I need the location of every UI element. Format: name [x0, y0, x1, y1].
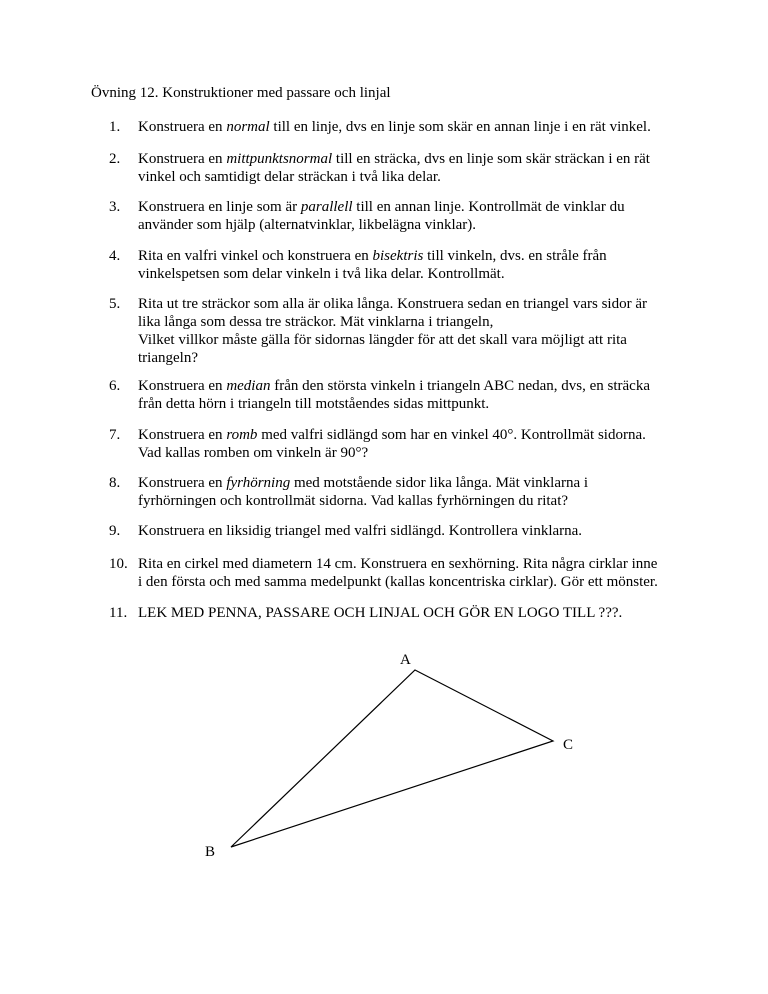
page-title: Övning 12. Konstruktioner med passare och linjal: [91, 85, 391, 101]
exercise-number: 4.: [109, 248, 121, 264]
exercise-text-line: fyrhörningen och kontrollmät sidorna. Vad kallas fyrhörningen du ritat?: [138, 493, 569, 509]
exercise-number: 6.: [109, 378, 121, 394]
exercise-text-end: till vinkeln, dvs. en stråle från: [423, 248, 607, 264]
exercise-number: 7.: [109, 427, 121, 443]
exercise-text-line: i den första och med samma medelpunkt (kallas koncentriska cirklar). Gör ett mönster.: [138, 574, 658, 590]
exercise-text-end: till en linje, dvs en linje som skär en annan linje i en rät vinkel.: [269, 119, 651, 135]
exercise-text-line: Vad kallas romben om vinkeln är 90°?: [138, 445, 369, 461]
exercise-text-end: med valfri sidlängd som har en vinkel 40°. Kontrollmät sidorna.: [257, 427, 646, 443]
exercise-term: romb: [226, 427, 258, 443]
exercise-term: mittpunktsnormal: [226, 151, 333, 167]
exercise-text-start: Konstruera en: [138, 378, 227, 394]
exercise-text-end: till en sträcka, dvs en linje som skär sträckan i en rät: [332, 151, 650, 167]
vertex-label-a: A: [400, 652, 411, 668]
exercise-text-line: lika långa som dessa tre sträckor. Mät vinklarna i triangeln,: [138, 314, 494, 330]
exercise-term: median: [226, 378, 271, 394]
exercise-text-end: med motstående sidor lika långa. Mät vinklarna i: [290, 475, 589, 491]
exercise-text-start: Konstruera en liksidig triangel med valfri sidlängd. Kontrollera vinklarna.: [138, 523, 583, 539]
exercise-text-start: Konstruera en: [138, 475, 227, 491]
exercise-text-start: Konstruera en linje som är: [138, 199, 301, 215]
exercise-text-line: triangeln?: [138, 350, 198, 366]
exercise-text-line: Vilket villkor måste gälla för sidornas längder för att det skall vara möjligt att rita: [138, 332, 627, 348]
exercise-term: normal: [226, 119, 270, 135]
exercise-term: parallell: [300, 199, 353, 215]
exercise-number: 11.: [109, 605, 128, 621]
exercise-text-line: vinkel och samtidigt delar sträckan i två lika delar.: [138, 169, 441, 185]
exercise-number: 5.: [109, 296, 121, 312]
exercise-text-end: till en annan linje. Kontrollmät de vinklar du: [352, 199, 625, 215]
exercise-number: 9.: [109, 523, 121, 539]
exercise-text-start: Rita en cirkel med diametern 14 cm. Konstruera en sexhörning. Rita några cirklar inne: [138, 556, 658, 572]
exercise-text-line: vinkelspetsen som delar vinkeln i två lika delar. Kontrollmät.: [138, 266, 505, 282]
exercise-number: 3.: [109, 199, 121, 215]
exercise-text-start: Konstruera en: [138, 119, 227, 135]
exercise-text-end: från den största vinkeln i triangeln ABC nedan, dvs, en sträcka: [270, 378, 650, 394]
triangle-abc: [231, 670, 553, 847]
exercise-text-start: Konstruera en: [138, 151, 227, 167]
vertex-label-c: C: [563, 737, 574, 753]
exercise-number: 8.: [109, 475, 121, 491]
vertex-label-b: B: [205, 844, 216, 860]
exercise-term: fyrhörning: [226, 475, 291, 491]
exercise-text-start: Rita en valfri vinkel och konstruera en: [138, 248, 373, 264]
exercise-text-start: LEK MED PENNA, PASSARE OCH LINJAL OCH GÖR EN LOGO TILL ???.: [138, 605, 623, 621]
exercise-number: 1.: [109, 119, 121, 135]
exercise-number: 10.: [109, 556, 128, 572]
exercise-text-start: Rita ut tre sträckor som alla är olika långa. Konstruera sedan en triangel vars sidor är: [138, 296, 647, 312]
exercise-text-line: använder som hjälp (alternatvinklar, likbelägna vinklar).: [138, 217, 477, 233]
exercise-text-start: Konstruera en: [138, 427, 227, 443]
exercise-text-line: från detta hörn i triangeln till motståendes sidas mittpunkt.: [138, 396, 490, 412]
exercise-term: bisektris: [372, 248, 424, 264]
exercise-number: 2.: [109, 151, 121, 167]
